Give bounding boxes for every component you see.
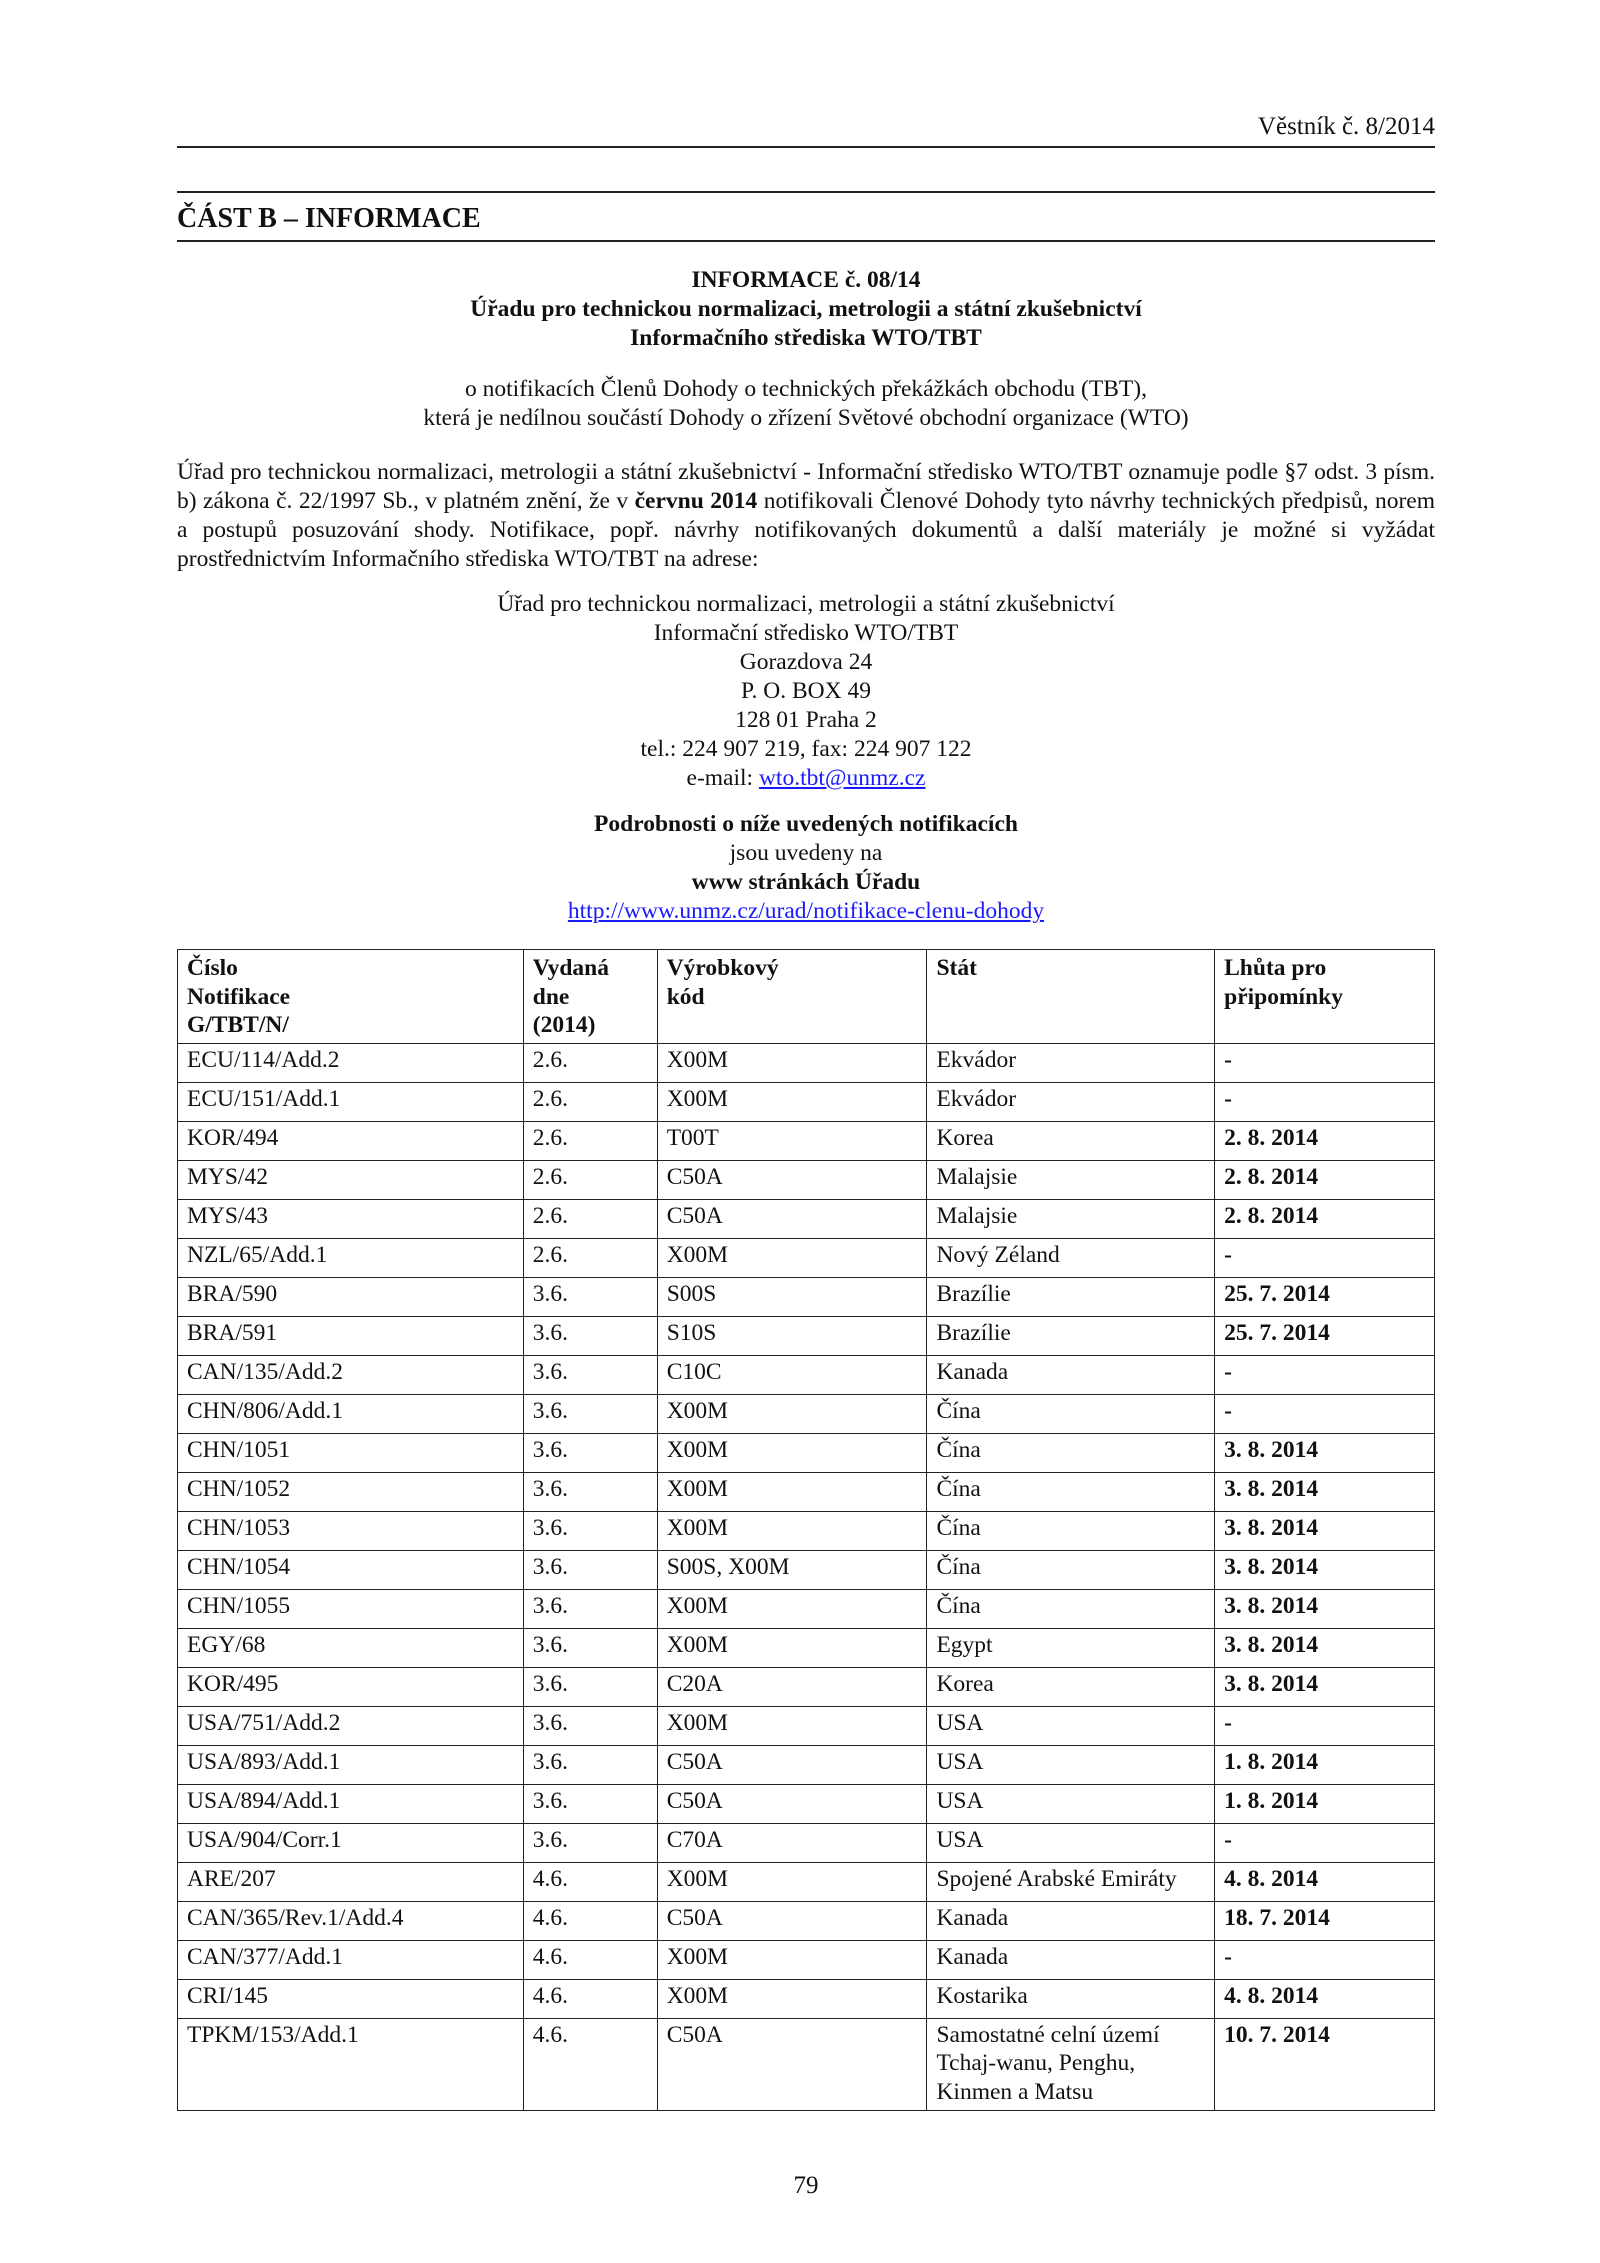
cell-country: Korea: [927, 1121, 1215, 1160]
cell-issued: 2.6.: [523, 1160, 657, 1199]
cell-code: X00M: [657, 1433, 927, 1472]
cell-deadline: 1. 8. 2014: [1215, 1784, 1435, 1823]
cell-issued: 3.6.: [523, 1511, 657, 1550]
cell-issued: 3.6.: [523, 1784, 657, 1823]
cell-country: USA: [927, 1823, 1215, 1862]
cell-code: X00M: [657, 1940, 927, 1979]
info-heading-line1: INFORMACE č. 08/14: [691, 267, 921, 293]
cell-number: KOR/494: [178, 1121, 524, 1160]
cell-issued: 2.6.: [523, 1238, 657, 1277]
info-heading-line3: Informačního střediska WTO/TBT: [630, 325, 982, 351]
info-heading: [177, 266, 1435, 353]
details-line1: Podrobnosti o níže uvedených notifikacích: [594, 811, 1018, 837]
cell-issued: 3.6.: [523, 1667, 657, 1706]
cell-deadline: -: [1215, 1355, 1435, 1394]
cell-issued: 4.6.: [523, 1901, 657, 1940]
cell-country: Brazílie: [927, 1316, 1215, 1355]
cell-deadline: -: [1215, 1043, 1435, 1082]
cell-number: ARE/207: [178, 1862, 524, 1901]
header-rule: [177, 146, 1435, 148]
address-line6: tel.: 224 907 219, fax: 224 907 122: [640, 736, 972, 762]
cell-deadline: -: [1215, 1082, 1435, 1121]
cell-country: Kostarika: [927, 1979, 1215, 2018]
cell-number: BRA/591: [178, 1316, 524, 1355]
intro-paragraph: [177, 458, 1435, 574]
cell-deadline: 4. 8. 2014: [1215, 1979, 1435, 2018]
cell-code: X00M: [657, 1862, 927, 1901]
intro-bold-month: červnu 2014: [634, 488, 758, 514]
cell-number: EGY/68: [178, 1628, 524, 1667]
cell-code: C50A: [657, 1160, 927, 1199]
cell-code: C50A: [657, 1745, 927, 1784]
info-heading-line2: Úřadu pro technickou normalizaci, metrologii a státní zkušebnictví: [470, 296, 1142, 322]
cell-deadline: 3. 8. 2014: [1215, 1550, 1435, 1589]
cell-number: MYS/43: [178, 1199, 524, 1238]
cell-number: CHN/1052: [178, 1472, 524, 1511]
table-row: [178, 2018, 1435, 2111]
cell-issued: 2.6.: [523, 1043, 657, 1082]
table-row: [178, 1862, 1435, 1901]
cell-country: USA: [927, 1784, 1215, 1823]
table-row: [178, 1628, 1435, 1667]
cell-code: C70A: [657, 1823, 927, 1862]
cell-country: Egypt: [927, 1628, 1215, 1667]
table-row: [178, 1784, 1435, 1823]
email-link[interactable]: wto.tbt@unmz.cz: [758, 765, 926, 791]
cell-number: CHN/1055: [178, 1589, 524, 1628]
cell-issued: 3.6.: [523, 1706, 657, 1745]
cell-issued: 4.6.: [523, 1979, 657, 2018]
cell-deadline: 3. 8. 2014: [1215, 1472, 1435, 1511]
cell-code: C50A: [657, 1784, 927, 1823]
cell-deadline: 2. 8. 2014: [1215, 1160, 1435, 1199]
table-row: [178, 1823, 1435, 1862]
table-row: [178, 1394, 1435, 1433]
cell-country: USA: [927, 1706, 1215, 1745]
table-row: [178, 1511, 1435, 1550]
cell-number: CAN/135/Add.2: [178, 1355, 524, 1394]
cell-number: NZL/65/Add.1: [178, 1238, 524, 1277]
cell-number: BRA/590: [178, 1277, 524, 1316]
cell-number: CAN/365/Rev.1/Add.4: [178, 1901, 524, 1940]
table-row: [178, 1706, 1435, 1745]
cell-country: Nový Zéland: [927, 1238, 1215, 1277]
cell-number: CHN/1054: [178, 1550, 524, 1589]
cell-issued: 4.6.: [523, 2018, 657, 2111]
table-row: [178, 1472, 1435, 1511]
address-email-line: [177, 764, 1435, 793]
page-number: 79: [793, 2172, 819, 2199]
cell-deadline: -: [1215, 1940, 1435, 1979]
cell-country: Malajsie: [927, 1199, 1215, 1238]
table-row: [178, 1043, 1435, 1082]
table-row: [178, 1550, 1435, 1589]
cell-deadline: 4. 8. 2014: [1215, 1862, 1435, 1901]
cell-issued: 3.6.: [523, 1316, 657, 1355]
cell-code: X00M: [657, 1472, 927, 1511]
cell-issued: 2.6.: [523, 1082, 657, 1121]
details-block: [177, 810, 1435, 926]
cell-deadline: 3. 8. 2014: [1215, 1589, 1435, 1628]
cell-code: S00S, X00M: [657, 1550, 927, 1589]
cell-code: X00M: [657, 1238, 927, 1277]
table-row: [178, 1667, 1435, 1706]
details-url-link[interactable]: http://www.unmz.cz/urad/notifikace-clenu-dohody: [567, 898, 1045, 924]
cell-code: X00M: [657, 1706, 927, 1745]
cell-code: X00M: [657, 1394, 927, 1433]
cell-country: Čína: [927, 1589, 1215, 1628]
cell-issued: 3.6.: [523, 1394, 657, 1433]
table-header-row: [178, 950, 1435, 1044]
cell-country: Brazílie: [927, 1277, 1215, 1316]
cell-country: Korea: [927, 1667, 1215, 1706]
cell-issued: 3.6.: [523, 1628, 657, 1667]
cell-number: USA/751/Add.2: [178, 1706, 524, 1745]
cell-code: C10C: [657, 1355, 927, 1394]
address-line3: Gorazdova 24: [739, 649, 873, 675]
cell-number: CAN/377/Add.1: [178, 1940, 524, 1979]
cell-deadline: 10. 7. 2014: [1215, 2018, 1435, 2111]
cell-deadline: 3. 8. 2014: [1215, 1628, 1435, 1667]
cell-deadline: -: [1215, 1394, 1435, 1433]
cell-deadline: 2. 8. 2014: [1215, 1199, 1435, 1238]
col-header-number: Číslo Notifikace G/TBT/N/: [178, 950, 524, 1044]
intro-part1: Úřad pro technickou normalizaci, metrologii a státní zkušebnictví - Informační středisko WTO/TBT oznamuje podle §7 odst. 3 písm. b) zákona č. 22/1997 Sb., v platném znění, že v: [177, 459, 1435, 514]
table-row: [178, 1082, 1435, 1121]
cell-code: C20A: [657, 1667, 927, 1706]
cell-deadline: -: [1215, 1706, 1435, 1745]
cell-country: USA: [927, 1745, 1215, 1784]
address-line2: Informační středisko WTO/TBT: [653, 620, 959, 646]
cell-issued: 3.6.: [523, 1472, 657, 1511]
cell-number: USA/904/Corr.1: [178, 1823, 524, 1862]
address-line1: Úřad pro technickou normalizaci, metrologii a státní zkušebnictví: [497, 591, 1115, 617]
cell-code: T00T: [657, 1121, 927, 1160]
cell-code: X00M: [657, 1043, 927, 1082]
cell-number: ECU/114/Add.2: [178, 1043, 524, 1082]
bulletin-header: Věstník č. 8/2014: [1257, 113, 1435, 140]
address-block: [177, 590, 1435, 793]
address-line5: 128 01 Praha 2: [735, 707, 877, 733]
cell-country: Kanada: [927, 1940, 1215, 1979]
cell-issued: 3.6.: [523, 1355, 657, 1394]
cell-number: USA/893/Add.1: [178, 1745, 524, 1784]
subtitle-line2: která je nedílnou součástí Dohody o zřízení Světové obchodní organizace (WTO): [423, 405, 1189, 431]
cell-country: Spojené Arabské Emiráty: [927, 1862, 1215, 1901]
table-row: [178, 1940, 1435, 1979]
notifications-table: [177, 949, 1435, 2111]
cell-code: X00M: [657, 1082, 927, 1121]
cell-number: MYS/42: [178, 1160, 524, 1199]
table-row: [178, 1901, 1435, 1940]
table-row: [178, 1745, 1435, 1784]
cell-code: C50A: [657, 2018, 927, 2111]
cell-issued: 4.6.: [523, 1862, 657, 1901]
cell-country: Čína: [927, 1433, 1215, 1472]
cell-issued: 3.6.: [523, 1589, 657, 1628]
cell-deadline: -: [1215, 1238, 1435, 1277]
cell-number: CHN/1051: [178, 1433, 524, 1472]
details-line3: www stránkách Úřadu: [691, 869, 921, 895]
cell-country: Ekvádor: [927, 1082, 1215, 1121]
cell-deadline: 3. 8. 2014: [1215, 1433, 1435, 1472]
table-row: [178, 1589, 1435, 1628]
subtitle: [177, 375, 1435, 433]
cell-country: Čína: [927, 1550, 1215, 1589]
col-header-country: Stát: [927, 950, 1215, 1044]
cell-deadline: 25. 7. 2014: [1215, 1277, 1435, 1316]
cell-number: CHN/806/Add.1: [178, 1394, 524, 1433]
cell-deadline: 1. 8. 2014: [1215, 1745, 1435, 1784]
cell-country: Ekvádor: [927, 1043, 1215, 1082]
cell-code: C50A: [657, 1199, 927, 1238]
table-row: [178, 1160, 1435, 1199]
table-row: [178, 1238, 1435, 1277]
table-row: [178, 1121, 1435, 1160]
cell-number: CHN/1053: [178, 1511, 524, 1550]
cell-code: X00M: [657, 1589, 927, 1628]
col-header-issued: Vydaná dne (2014): [523, 950, 657, 1044]
cell-issued: 2.6.: [523, 1121, 657, 1160]
table-row: [178, 1199, 1435, 1238]
cell-issued: 3.6.: [523, 1550, 657, 1589]
cell-issued: 3.6.: [523, 1745, 657, 1784]
cell-issued: 2.6.: [523, 1199, 657, 1238]
section-rule-top: [177, 191, 1435, 193]
cell-country: Kanada: [927, 1355, 1215, 1394]
cell-country: Kanada: [927, 1901, 1215, 1940]
col-header-code: Výrobkový kód: [657, 950, 927, 1044]
cell-country: Čína: [927, 1394, 1215, 1433]
subtitle-line1: o notifikacích Členů Dohody o technických překážkách obchodu (TBT),: [465, 376, 1147, 402]
cell-issued: 3.6.: [523, 1433, 657, 1472]
table-row: [178, 1979, 1435, 2018]
email-label: e-mail:: [686, 765, 759, 791]
table-row: [178, 1277, 1435, 1316]
cell-deadline: 18. 7. 2014: [1215, 1901, 1435, 1940]
cell-code: S10S: [657, 1316, 927, 1355]
section-rule-bottom: [177, 240, 1435, 242]
cell-code: S00S: [657, 1277, 927, 1316]
cell-number: USA/894/Add.1: [178, 1784, 524, 1823]
cell-number: KOR/495: [178, 1667, 524, 1706]
cell-code: X00M: [657, 1979, 927, 2018]
cell-deadline: 25. 7. 2014: [1215, 1316, 1435, 1355]
table-row: [178, 1433, 1435, 1472]
col-header-deadline: Lhůta pro připomínky: [1215, 950, 1435, 1044]
cell-country: Malajsie: [927, 1160, 1215, 1199]
cell-deadline: 2. 8. 2014: [1215, 1121, 1435, 1160]
cell-issued: 3.6.: [523, 1277, 657, 1316]
section-title: ČÁST B – INFORMACE: [177, 203, 481, 234]
cell-code: C50A: [657, 1901, 927, 1940]
address-line4: P. O. BOX 49: [741, 678, 871, 704]
cell-code: X00M: [657, 1511, 927, 1550]
cell-country: Čína: [927, 1472, 1215, 1511]
intro-part2: notifikovali Členové Dohody tyto návrhy technických předpisů, norem a postupů posuzování shody. Notifikace, popř. návrhy notifikovaných dokumentů a další materiály je možné si vyžádat prostřednictvím Informačního střediska WTO/TBT na adrese:: [177, 488, 1435, 572]
details-line2: jsou uvedeny na: [729, 840, 883, 866]
cell-country: Samostatné celní území Tchaj-wanu, Penghu, Kinmen a Matsu: [927, 2018, 1215, 2111]
table-row: [178, 1316, 1435, 1355]
cell-number: TPKM/153/Add.1: [178, 2018, 524, 2111]
cell-country: Čína: [927, 1511, 1215, 1550]
cell-deadline: 3. 8. 2014: [1215, 1511, 1435, 1550]
cell-number: ECU/151/Add.1: [178, 1082, 524, 1121]
cell-number: CRI/145: [178, 1979, 524, 2018]
cell-issued: 4.6.: [523, 1940, 657, 1979]
table-row: [178, 1355, 1435, 1394]
cell-deadline: -: [1215, 1823, 1435, 1862]
cell-issued: 3.6.: [523, 1823, 657, 1862]
cell-code: X00M: [657, 1628, 927, 1667]
cell-deadline: 3. 8. 2014: [1215, 1667, 1435, 1706]
